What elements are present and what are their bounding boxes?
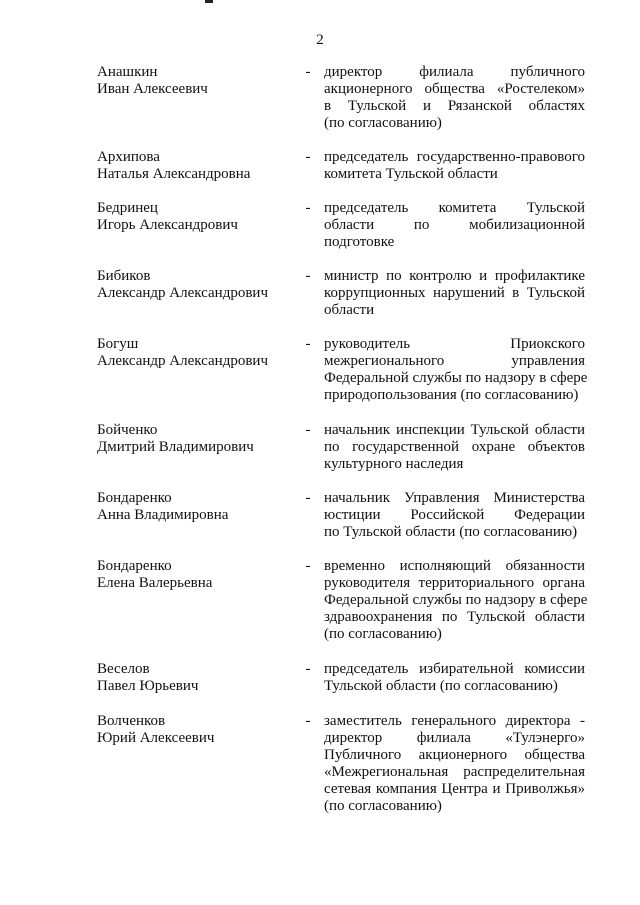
position-line: (по согласованию) [324,798,442,814]
member-name [97,713,302,747]
member-surname: Веселов [97,661,150,677]
member-name [97,558,302,592]
member-position [324,422,585,473]
position-line: начальник Управления Министерства [324,490,585,506]
position-line: по Тульской области (по согласованию) [324,524,578,540]
separator-dash: - [305,268,311,284]
member-position [324,268,585,319]
member-surname: Бондаренко [97,558,172,574]
member-given-names: Александр Александрович [97,285,268,301]
position-line: директор филиала «Тулэнерго» [324,730,585,746]
separator-dash: - [305,661,311,677]
position-line: руководитель Приокского [324,336,585,352]
member-surname: Волченков [97,713,166,729]
member-name [97,268,302,302]
position-line: комитета Тульской области [324,166,498,182]
position-line: области [324,302,375,318]
separator-dash: - [305,200,311,216]
position-line: начальник инспекции Тульской области [324,422,585,438]
member-name [97,422,302,456]
position-line: временно исполняющий обязанности [324,558,585,574]
position-line: сетевая компания Центра и Приволжья» [324,781,585,797]
position-line: (по согласованию) [324,626,442,642]
member-given-names: Павел Юрьевич [97,678,199,694]
separator-dash: - [305,713,311,729]
member-given-names: Александр Александрович [97,353,268,369]
member-given-names: Дмитрий Владимирович [97,439,254,455]
member-position [324,200,585,251]
member-position [324,558,588,643]
separator-dash: - [305,490,311,506]
member-surname: Бедринец [97,200,158,216]
member-given-names: Елена Валерьевна [97,575,213,591]
member-given-names: Иван Алексеевич [97,81,208,97]
position-line: Тульской области (по согласованию) [324,678,558,694]
position-line: по государственной охране объектов [324,439,585,455]
member-position [324,490,585,541]
member-surname: Бондаренко [97,490,172,506]
position-line: председатель комитета Тульской [324,200,585,216]
position-line: межрегионального управления [324,353,585,369]
position-line: культурного наследия [324,456,464,472]
member-surname: Бибиков [97,268,151,284]
position-line: заместитель генерального директора - [324,713,585,729]
member-surname: Бойченко [97,422,158,438]
member-position [324,661,585,695]
member-position [324,336,588,404]
position-line: Федеральной службы по надзору в сфере [324,370,588,386]
position-line: подготовке [324,234,395,250]
member-given-names: Юрий Алексеевич [97,730,215,746]
page-number: 2 [316,32,324,48]
position-line: коррупционных нарушений в Тульской [324,285,585,301]
position-line: (по согласованию) [324,115,442,131]
separator-dash: - [305,64,311,80]
member-name [97,149,302,183]
member-given-names: Анна Владимировна [97,507,229,523]
member-given-names: Игорь Александрович [97,217,238,233]
member-name [97,64,302,98]
member-surname: Архипова [97,149,160,165]
position-line: «Межрегиональная распределительная [324,764,585,780]
position-line: руководителя территориального органа [324,575,585,591]
position-line: здравоохранения по Тульской области [324,609,585,625]
position-line: акционерного общества «Ростелеком» [324,81,585,97]
position-line: Федеральной службы по надзору в сфере [324,592,588,608]
position-line: области по мобилизационной [324,217,585,233]
separator-dash: - [305,336,311,352]
separator-dash: - [305,149,311,165]
position-line: в Тульской и Рязанской областях [324,98,585,114]
member-position [324,713,585,815]
member-name [97,200,302,234]
position-line: юстиции Российской Федерации [324,507,585,523]
member-name [97,661,302,695]
position-line: министр по контролю и профилактике [324,268,585,284]
position-line: природопользования (по согласованию) [324,387,579,403]
member-name [97,336,302,370]
separator-dash: - [305,422,311,438]
position-line: директор филиала публичного [324,64,585,80]
member-name [97,490,302,524]
position-line: председатель государственно-правового [324,149,585,165]
member-position [324,64,585,132]
member-surname: Богуш [97,336,139,352]
member-position [324,149,585,183]
member-surname: Анашкин [97,64,158,80]
member-given-names: Наталья Александровна [97,166,251,182]
scan-artifact-mark [205,0,213,3]
separator-dash: - [305,558,311,574]
position-line: председатель избирательной комиссии [324,661,585,677]
position-line: Публичного акционерного общества [324,747,585,763]
